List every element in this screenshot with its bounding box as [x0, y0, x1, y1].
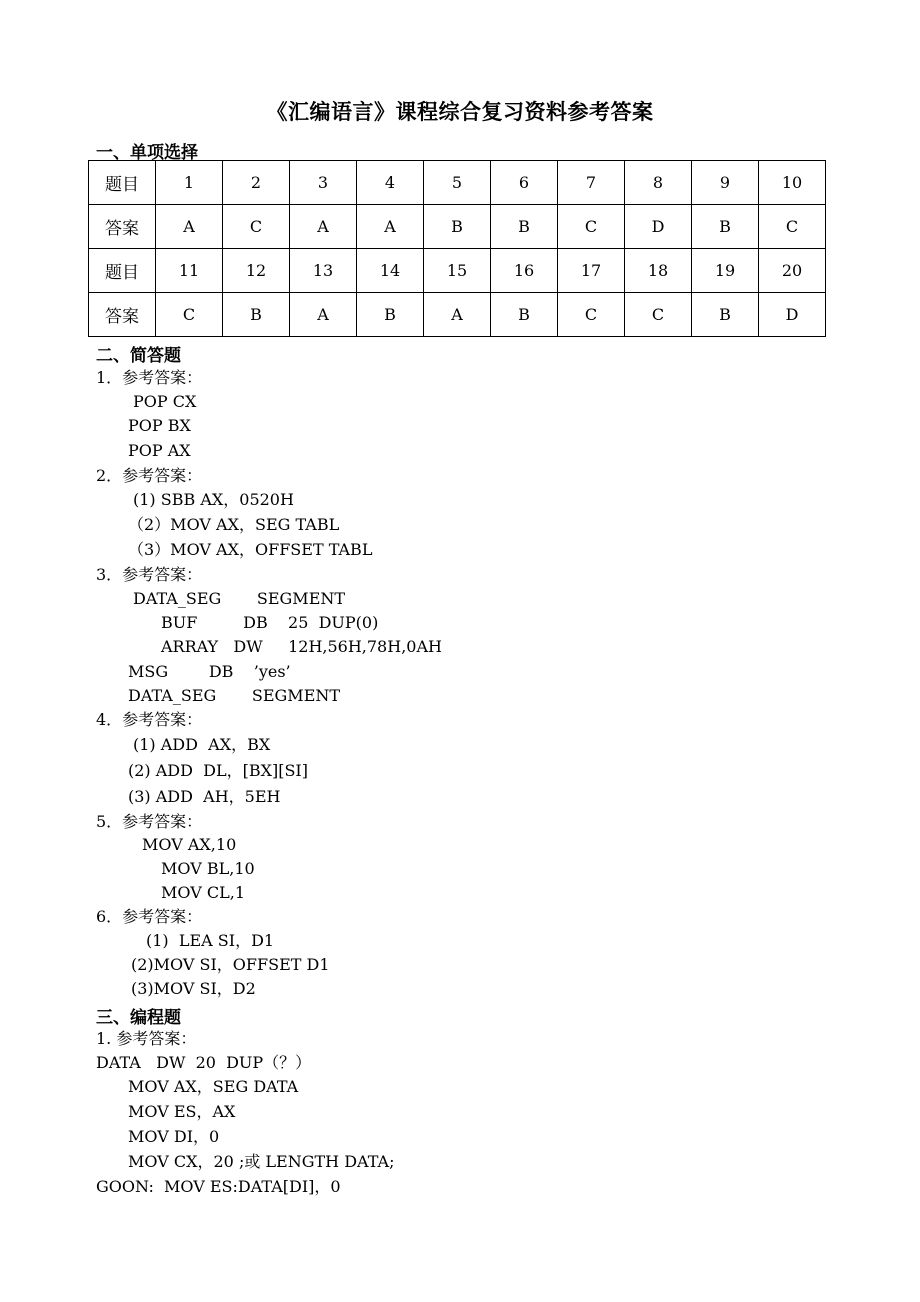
section-heading-single-choice: 一、单项选择 [96, 143, 198, 163]
code-line: (3)MOV SI，D2 [131, 979, 256, 998]
code-line: （2）MOV AX，SEG TABL [128, 515, 340, 534]
code-line: （3）MOV AX，OFFSET TABL [128, 540, 373, 559]
code-line: DATA_SEG SEGMENT [133, 589, 346, 608]
answer-table [88, 160, 826, 337]
code-line: ARRAY DW 12H,56H,78H,0AH [161, 637, 442, 656]
table-row [89, 293, 826, 337]
answer-heading: 6．参考答案： [96, 907, 203, 926]
code-line: MOV BL,10 [161, 859, 255, 878]
table-cell: D [759, 293, 826, 337]
table-cell: D [625, 205, 692, 249]
section-heading-programming: 三、编程题 [96, 1008, 181, 1028]
code-line: MOV ES，AX [128, 1102, 236, 1121]
answer-heading: 1．参考答案： [96, 368, 203, 387]
table-cell: A [357, 205, 424, 249]
table-cell: 11 [156, 249, 223, 293]
table-cell: B [692, 293, 759, 337]
code-line: (3) ADD AH，5EH [128, 787, 281, 806]
table-row [89, 161, 826, 205]
code-line: MOV AX,10 [142, 835, 237, 854]
table-cell: 3 [290, 161, 357, 205]
code-line: (1) LEA SI，D1 [146, 931, 275, 950]
answer-heading: 3．参考答案： [96, 565, 203, 584]
table-cell: 20 [759, 249, 826, 293]
code-line: MOV CL,1 [161, 883, 245, 902]
answer-heading: 4．参考答案： [96, 710, 203, 729]
table-cell: 2 [223, 161, 290, 205]
code-line: POP AX [128, 441, 191, 460]
table-cell: C [759, 205, 826, 249]
answer-heading: 1. 参考答案： [96, 1029, 197, 1048]
table-cell: C [558, 205, 625, 249]
table-cell: A [290, 293, 357, 337]
answer-heading: 5．参考答案： [96, 812, 203, 831]
code-line: POP CX [133, 392, 197, 411]
section-heading-short-answer: 二、简答题 [96, 346, 181, 366]
table-cell: A [290, 205, 357, 249]
table-cell: 6 [491, 161, 558, 205]
table-cell: C [558, 293, 625, 337]
table-row [89, 249, 826, 293]
table-cell: 7 [558, 161, 625, 205]
table-cell: B [223, 293, 290, 337]
row-label: 答案 [89, 293, 156, 337]
table-cell: 15 [424, 249, 491, 293]
table-cell: C [156, 293, 223, 337]
page-title: 《汇编语言》课程综合复习资料参考答案 [266, 99, 654, 124]
table-cell: C [223, 205, 290, 249]
code-line: (1) ADD AX，BX [133, 735, 271, 754]
code-line: MSG DB ’yes’ [128, 662, 291, 681]
table-cell: 9 [692, 161, 759, 205]
table-cell: 17 [558, 249, 625, 293]
table-cell: 5 [424, 161, 491, 205]
code-line: GOON: MOV ES:DATA[DI]，0 [96, 1177, 341, 1196]
table-cell: 1 [156, 161, 223, 205]
table-cell: 18 [625, 249, 692, 293]
code-line: MOV CX，20 ;或 LENGTH DATA; [128, 1152, 395, 1171]
table-cell: A [156, 205, 223, 249]
table-cell: B [692, 205, 759, 249]
table-cell: 19 [692, 249, 759, 293]
code-line: POP BX [128, 416, 191, 435]
code-line: MOV AX，SEG DATA [128, 1077, 299, 1096]
table-cell: B [491, 205, 558, 249]
table-cell: B [424, 205, 491, 249]
table-cell: B [357, 293, 424, 337]
table-cell: 4 [357, 161, 424, 205]
answer-heading: 2．参考答案： [96, 466, 203, 485]
row-label: 题目 [89, 249, 156, 293]
code-line: DATA DW 20 DUP（？） [96, 1053, 312, 1072]
table-cell: 13 [290, 249, 357, 293]
code-line: (1) SBB AX，0520H [133, 490, 294, 509]
row-label: 答案 [89, 205, 156, 249]
table-cell: 8 [625, 161, 692, 205]
table-cell: 12 [223, 249, 290, 293]
table-cell: B [491, 293, 558, 337]
code-line: BUF DB 25 DUP(0) [161, 613, 379, 632]
table-cell: 16 [491, 249, 558, 293]
row-label: 题目 [89, 161, 156, 205]
table-cell: A [424, 293, 491, 337]
code-line: (2) ADD DL，[BX][SI] [128, 761, 308, 780]
table-cell: 14 [357, 249, 424, 293]
code-line: (2)MOV SI，OFFSET D1 [131, 955, 330, 974]
code-line: DATA_SEG SEGMENT [128, 686, 341, 705]
table-row [89, 205, 826, 249]
table-cell: 10 [759, 161, 826, 205]
code-line: MOV DI，0 [128, 1127, 220, 1146]
table-cell: C [625, 293, 692, 337]
